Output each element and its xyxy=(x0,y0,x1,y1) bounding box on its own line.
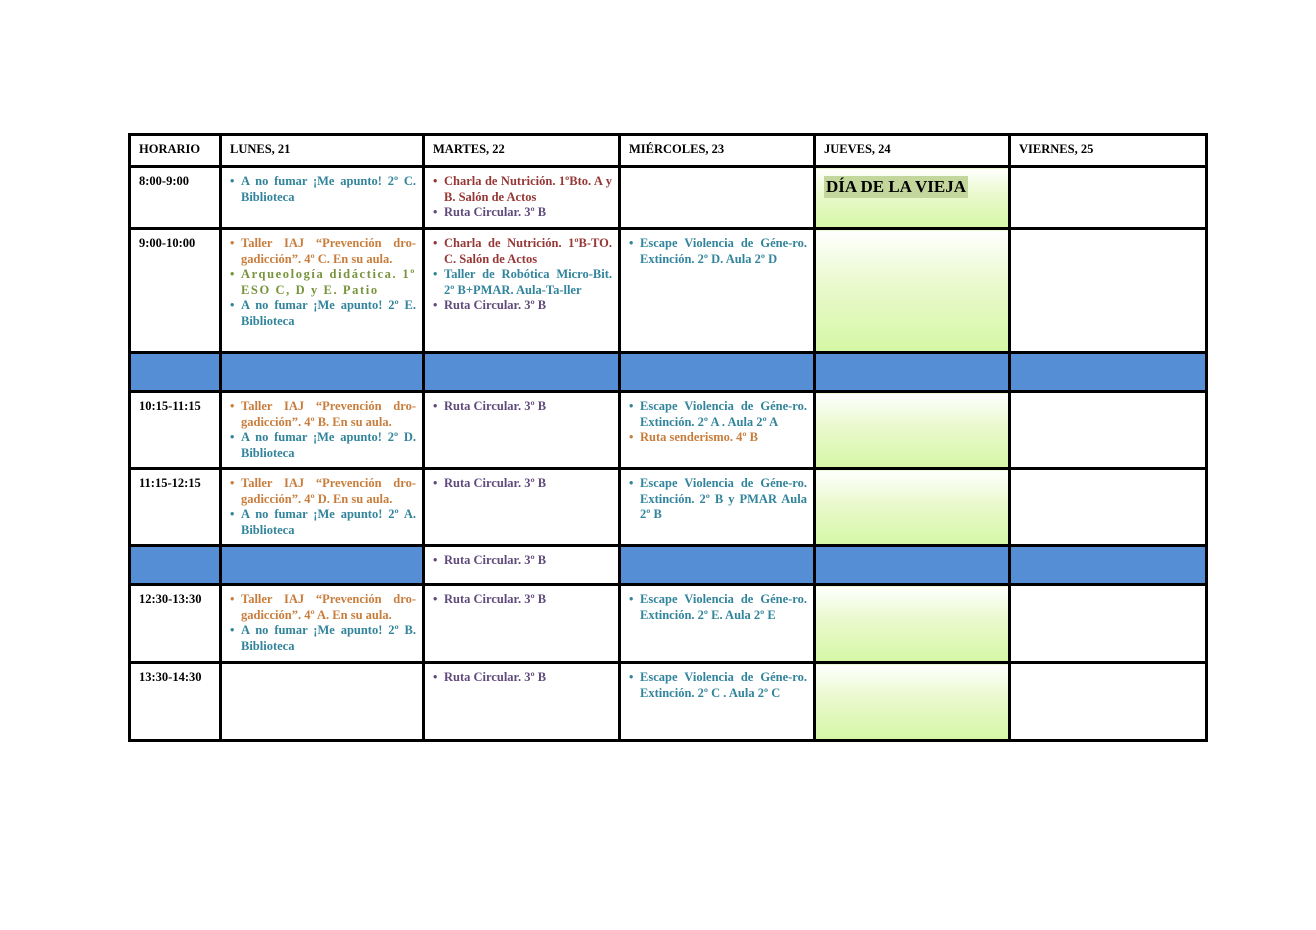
cell-viernes xyxy=(1010,229,1207,353)
header-lunes: LUNES, 21 xyxy=(221,135,424,167)
break-cell xyxy=(620,353,815,392)
time-slot: 10:15-11:15 xyxy=(130,392,221,469)
cell-martes xyxy=(424,229,620,353)
cell-viernes xyxy=(1010,663,1207,741)
break-cell xyxy=(815,546,1010,585)
cell-miercoles xyxy=(620,663,815,741)
cell-martes xyxy=(424,167,620,229)
activity-item: • Charla de Nutrición. 1ºBto. A y B. Salón de Actos xyxy=(433,174,612,205)
activity-item: • Escape Violencia de Géne-ro. Extinción. 2º B y PMAR Aula 2º B xyxy=(629,476,807,523)
cell-viernes xyxy=(1010,585,1207,663)
header-horario: HORARIO xyxy=(130,135,221,167)
header-viernes: VIERNES, 25 xyxy=(1010,135,1207,167)
break-cell xyxy=(815,353,1010,392)
cell-jueves xyxy=(815,167,1010,229)
activity-item: • Ruta Circular. 3º B xyxy=(433,399,612,415)
activity-item: • Escape Violencia de Géne-ro. Extinción. 2º C . Aula 2º C xyxy=(629,670,807,701)
cell-martes xyxy=(424,392,620,469)
cell-martes xyxy=(424,469,620,546)
cell-jueves xyxy=(815,663,1010,741)
time-slot: 12:30-13:30 xyxy=(130,585,221,663)
cell-viernes xyxy=(1010,392,1207,469)
activity-item: • A no fumar ¡Me apunto! 2º D. Biblioteca xyxy=(230,430,416,461)
cell-lunes xyxy=(221,167,424,229)
cell-martes xyxy=(424,546,620,585)
cell-jueves xyxy=(815,229,1010,353)
activity-item: • Taller IAJ “Prevención dro-gadicción”. 4º D. En su aula. xyxy=(230,476,416,507)
activity-item: • A no fumar ¡Me apunto! 2º B. Biblioteca xyxy=(230,623,416,654)
activity-item: • Taller IAJ “Prevención dro-gadicción”. 4º C. En su aula. xyxy=(230,236,416,267)
event-title: DÍA DE LA VIEJA xyxy=(826,177,966,196)
activity-item: • Ruta Circular. 3º B xyxy=(433,205,612,221)
break-cell xyxy=(221,353,424,392)
cell-miercoles xyxy=(620,585,815,663)
schedule-row xyxy=(130,663,1207,741)
activity-item: • Escape Violencia de Géne-ro. Extinción. 2º A . Aula 2º A xyxy=(629,399,807,430)
schedule-row xyxy=(130,469,1207,546)
header-martes: MARTES, 22 xyxy=(424,135,620,167)
cell-miercoles xyxy=(620,229,815,353)
cell-martes xyxy=(424,663,620,741)
cell-miercoles xyxy=(620,469,815,546)
activity-item: • Ruta Circular. 3º B xyxy=(433,670,612,686)
break-cell xyxy=(620,546,815,585)
break-cell xyxy=(424,353,620,392)
activity-item: • A no fumar ¡Me apunto! 2º A. Biblioteca xyxy=(230,507,416,538)
cell-miercoles xyxy=(620,167,815,229)
weekly-schedule-table xyxy=(128,133,1208,742)
break-row xyxy=(130,546,1207,585)
cell-lunes xyxy=(221,392,424,469)
cell-martes xyxy=(424,585,620,663)
break-cell xyxy=(1010,353,1207,392)
cell-jueves xyxy=(815,469,1010,546)
cell-jueves xyxy=(815,585,1010,663)
activity-item: • A no fumar ¡Me apunto! 2º C. Biblioteca xyxy=(230,174,416,205)
cell-jueves xyxy=(815,392,1010,469)
activity-item: • Arqueología didáctica. 1º ESO C, D y E. Patio xyxy=(230,267,416,298)
activity-item: • Escape Violencia de Géne-ro. Extinción. 2º D. Aula 2º D xyxy=(629,236,807,267)
cell-viernes xyxy=(1010,469,1207,546)
header-row xyxy=(130,135,1207,167)
schedule-row xyxy=(130,585,1207,663)
header-jueves: JUEVES, 24 xyxy=(815,135,1010,167)
break-cell xyxy=(221,546,424,585)
cell-lunes xyxy=(221,229,424,353)
activity-item: • Taller IAJ “Prevención dro-gadicción”. 4º A. En su aula. xyxy=(230,592,416,623)
time-slot: 8:00-9:00 xyxy=(130,167,221,229)
cell-viernes xyxy=(1010,167,1207,229)
time-slot: 11:15-12:15 xyxy=(130,469,221,546)
cell-lunes xyxy=(221,469,424,546)
activity-item: • Ruta Circular. 3º B xyxy=(433,476,612,492)
break-row xyxy=(130,353,1207,392)
activity-item: • Ruta Circular. 3º B xyxy=(433,592,612,608)
cell-lunes xyxy=(221,585,424,663)
activity-item: • A no fumar ¡Me apunto! 2º E. Biblioteca xyxy=(230,298,416,329)
activity-item: • Taller de Robótica Micro-Bit. 2º B+PMAR. Aula-Ta-ller xyxy=(433,267,612,298)
schedule-row xyxy=(130,229,1207,353)
activity-item: • Ruta senderismo. 4º B xyxy=(629,430,807,446)
activity-item: • Charla de Nutrición. 1ºB-TO. C. Salón de Actos xyxy=(433,236,612,267)
cell-miercoles xyxy=(620,392,815,469)
time-slot: 9:00-10:00 xyxy=(130,229,221,353)
activity-item: • Ruta Circular. 3º B xyxy=(433,553,612,569)
break-cell xyxy=(130,546,221,585)
header-miercoles: MIÉRCOLES, 23 xyxy=(620,135,815,167)
break-cell xyxy=(1010,546,1207,585)
activity-item: • Ruta Circular. 3º B xyxy=(433,298,612,314)
cell-lunes xyxy=(221,663,424,741)
time-slot: 13:30-14:30 xyxy=(130,663,221,741)
schedule-row xyxy=(130,392,1207,469)
activity-item: • Taller IAJ “Prevención dro-gadicción”. 4º B. En su aula. xyxy=(230,399,416,430)
break-cell xyxy=(130,353,221,392)
schedule-row xyxy=(130,167,1207,229)
activity-item: • Escape Violencia de Géne-ro. Extinción. 2º E. Aula 2º E xyxy=(629,592,807,623)
